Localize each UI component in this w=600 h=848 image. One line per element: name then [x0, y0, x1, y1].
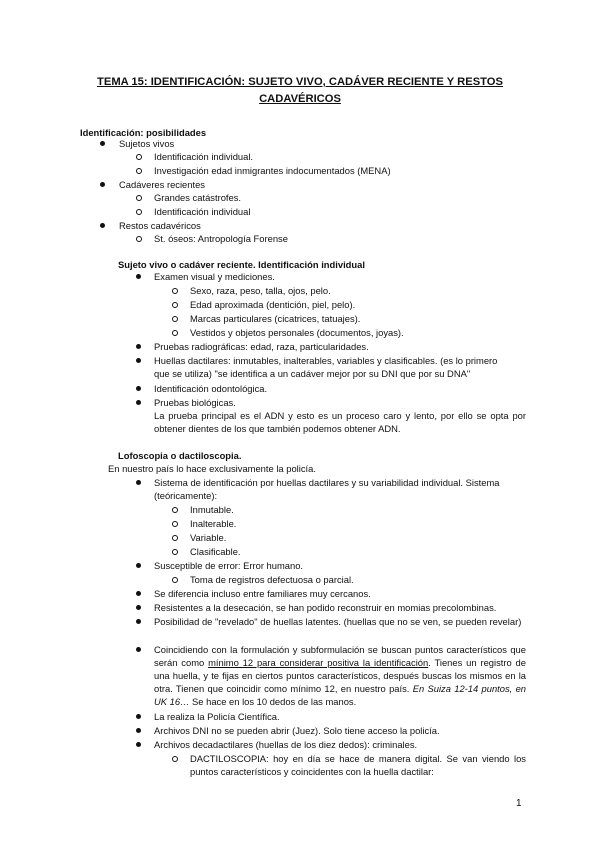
bullet-icon — [136, 647, 141, 652]
sub-bullet-icon — [136, 154, 142, 160]
underlined-text: mínimo 12 para considerar positiva la identificación — [208, 657, 429, 668]
bullet-icon — [136, 714, 141, 719]
list-item: Clasificable. — [190, 546, 241, 557]
paragraph-adn: La prueba principal es el ADN y esto es un proceso caro y lento, por ello se opta por obtener dientes de los que también podemos obtener ADN. — [154, 410, 526, 434]
sub-bullet-icon — [172, 316, 178, 322]
page-number: 1 — [516, 798, 522, 809]
list-item: Variable. — [190, 532, 227, 543]
list-item: La realiza la Policía Científica. — [154, 711, 280, 722]
list-item: Restos cadavéricos — [119, 220, 201, 231]
list-item: Se diferencia incluso entre familiares muy cercanos. — [154, 588, 371, 599]
bullet-icon — [136, 742, 141, 747]
sub-bullet-icon — [136, 195, 142, 201]
sub-bullet-icon — [172, 577, 178, 583]
bullet-icon — [100, 223, 105, 228]
italic-text: En Suiza 12-14 puntos, en UK 16… — [154, 683, 526, 707]
list-item: Edad aproximada (dentición, piel, pelo). — [190, 299, 356, 310]
bullet-icon — [136, 274, 141, 279]
list-item: Susceptible de error: Error humano. — [154, 560, 304, 571]
sub-bullet-icon — [172, 549, 178, 555]
list-item: Pruebas radiográficas: edad, raza, particularidades. — [154, 341, 369, 352]
bullet-icon — [100, 141, 105, 146]
sub-bullet-icon — [172, 507, 178, 513]
sub-bullet-icon — [136, 209, 142, 215]
list-item: Toma de registros defectuosa o parcial. — [190, 574, 354, 585]
bullet-icon — [136, 358, 141, 363]
list-item: Sistema de identificación por huellas dactilares y su variabilidad individual. Sistema — [154, 477, 500, 488]
bullet-icon — [136, 605, 141, 610]
list-item: Sexo, raza, peso, talla, ojos, pelo. — [190, 285, 331, 296]
list-item: Pruebas biológicas. — [154, 397, 236, 408]
list-item: Vestidos y objetos personales (documentos, joyas). — [190, 327, 404, 338]
bullet-icon — [136, 480, 141, 485]
bullet-icon — [136, 591, 141, 596]
bullet-icon — [136, 344, 141, 349]
list-item: Archivos DNI no se pueden abrir (Juez). Solo tiene acceso la policía. — [154, 725, 440, 736]
list-item: DACTILOSCOPIA: hoy en día se hace de manera digital. Se van viendo los puntos característicos y coincidentes con la huella dactilar: — [190, 753, 526, 777]
text-run: . Tienes un registro de una huella, y te fijas en ciertos puntos característicos, después buscas los mismos en la otra. Tienen que coincidir como mínimo 12, en nuestro país. — [154, 657, 526, 694]
list-item: Identificación individual. — [154, 151, 254, 162]
sub-bullet-icon — [172, 535, 178, 541]
list-item: Marcas particulares (cicatrices, tatuajes). — [190, 313, 361, 324]
list-item-puntos — [154, 643, 526, 708]
bullet-icon — [100, 182, 105, 187]
sub-bullet-icon — [172, 330, 178, 336]
list-item: Resistentes a la desecación, se han podido reconstruir en momias precolombinas. — [154, 602, 497, 613]
section-heading-sujeto-vivo: Sujeto vivo o cadáver reciente. Identificación individual — [118, 259, 365, 270]
list-item: Investigación edad inmigrantes indocumentados (MENA) — [154, 165, 391, 176]
list-item: Huellas dactilares: inmutables, inalterables, variables y clasificables. (es lo primero — [154, 355, 498, 366]
list-item: Inalterable. — [190, 518, 237, 529]
list-item: Inmutable. — [190, 504, 234, 515]
bullet-icon — [136, 386, 141, 391]
text-run: Se hace en los 10 dedos de las manos. — [189, 696, 357, 707]
bullet-icon — [136, 400, 141, 405]
sub-bullet-icon — [136, 168, 142, 174]
list-item-continuation: que se utiliza) "se identifica a un cadáver mejor por su DNI que por su DNA" — [154, 368, 471, 379]
list-item: Posibilidad de "revelado" de huellas latentes. (huellas que no se ven, se pueden revelar) — [154, 616, 522, 627]
list-item: Identificación odontológica. — [154, 383, 268, 394]
bullet-icon — [136, 728, 141, 733]
list-item: Grandes catástrofes. — [154, 192, 242, 203]
sub-bullet-icon — [172, 288, 178, 294]
bullet-icon — [136, 619, 141, 624]
list-item: Identificación individual — [154, 206, 251, 217]
sub-bullet-icon — [172, 756, 178, 762]
document-title: TEMA 15: IDENTIFICACIÓN: SUJETO VIVO, CADÁVER RECIENTE Y RESTOS CADAVÉRICOS — [97, 76, 503, 105]
sub-bullet-icon — [172, 521, 178, 527]
bullet-icon — [136, 563, 141, 568]
sub-bullet-icon — [136, 236, 142, 242]
section-heading-posibilidades: Identificación: posibilidades — [80, 127, 207, 138]
list-item: Sujetos vivos — [119, 138, 175, 149]
sub-bullet-icon — [172, 302, 178, 308]
list-item: Examen visual y mediciones. — [154, 271, 275, 282]
section-heading-lofoscopia: Lofoscopia o dactiloscopia. — [118, 450, 242, 461]
list-item: St. óseos: Antropología Forense — [154, 233, 288, 244]
section-intro: En nuestro país lo hace exclusivamente la policía. — [108, 463, 316, 474]
text-run: Coincidiendo con la formulación y subformulación se buscan puntos característicos que serán como — [154, 644, 526, 668]
list-item-continuation: (teóricamente): — [154, 490, 218, 501]
list-item: Archivos decadactilares (huellas de los diez dedos): criminales. — [154, 739, 418, 750]
list-item: Cadáveres recientes — [119, 179, 205, 190]
